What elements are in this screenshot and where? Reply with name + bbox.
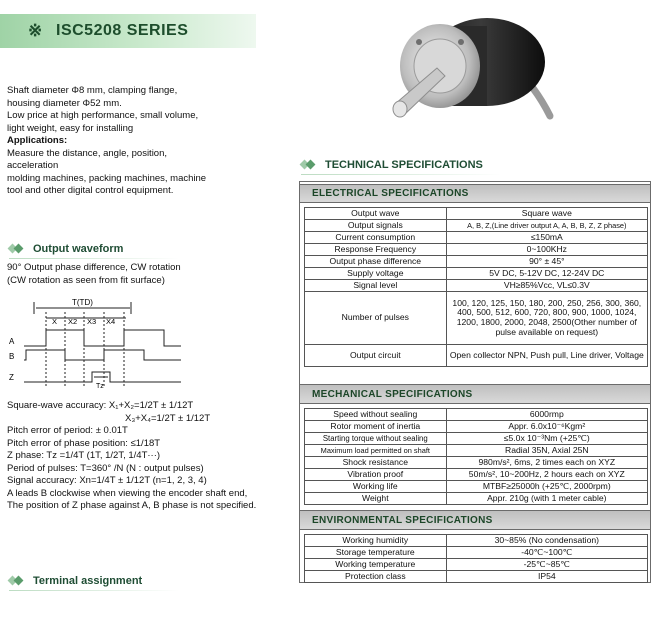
accuracy-line: Square-wave accuracy: X₁+X₂=1/2T ± 1/12T — [7, 400, 194, 411]
period-label: T(TD) — [72, 298, 93, 307]
waveform-line: (CW rotation as seen from fit surface) — [7, 274, 165, 286]
series-title: ISC5208 SERIES — [56, 22, 189, 39]
table-row — [305, 220, 648, 232]
reference-mark-icon: ※ — [28, 21, 43, 40]
intro-line: light weight, easy for installing — [7, 122, 134, 134]
specifications-panel — [299, 181, 651, 583]
table-row — [305, 268, 648, 280]
environmental-heading: ENVIRONMENTAL SPECIFICATIONS — [300, 510, 650, 530]
spec-value: Square wave — [446, 208, 647, 220]
accuracy-line: X₃+X₄=1/2T ± 1/12T — [125, 412, 211, 424]
spec-name: Response Frequency — [305, 244, 447, 256]
applications-heading: Applications: — [7, 135, 68, 146]
accuracy-line: Pitch error of phase position: ≤1/18T — [7, 437, 161, 449]
spec-value: Open collector NPN, Push pull, Line driver, Voltage — [446, 345, 647, 367]
spec-name: Output wave — [305, 208, 447, 220]
spec-value: 30~85% (No condensation) — [446, 535, 647, 547]
series-title-bar — [0, 14, 256, 48]
tz-label: Tz — [96, 383, 104, 390]
accuracy-line: Signal accuracy: Xn=1/4T ± 1/12T (n=1, 2, 3, 4) — [7, 475, 207, 486]
table-row — [305, 493, 648, 505]
x-label: X4 — [106, 317, 116, 326]
table-row — [305, 280, 648, 292]
spec-name: Current consumption — [305, 232, 447, 244]
technical-specifications-heading: TECHNICAL SPECIFICATIONS — [301, 157, 483, 173]
spec-value: ≤5.0x 10⁻³Nm (+25℃) — [446, 433, 647, 445]
spec-name: Output phase difference — [305, 256, 447, 268]
table-row — [305, 421, 648, 433]
table-row — [305, 559, 648, 571]
applications-line: molding machines, packing machines, machine — [7, 172, 207, 184]
x-label: X3 — [87, 317, 97, 326]
channel-label: Z — [9, 373, 14, 382]
intro-line: Shaft diameter Φ8 mm, clamping flange, — [7, 85, 178, 96]
intro-line: housing diameter Φ52 mm. — [7, 97, 122, 109]
encoder-photo — [385, 6, 555, 136]
table-row — [305, 469, 648, 481]
terminal-assignment-heading: Terminal assignment — [9, 573, 142, 589]
spec-value: MTBF≥25000h (+25℃, 2000rpm) — [446, 481, 647, 493]
spec-value: 50m/s², 10~200Hz, 2 hours each on XYZ — [446, 469, 647, 481]
spec-value: 980m/s², 6ms, 2 times each on XYZ — [446, 457, 647, 469]
spec-value: IP54 — [446, 571, 647, 583]
mechanical-heading: MECHANICAL SPECIFICATIONS — [300, 384, 650, 404]
spec-name: Supply voltage — [305, 268, 447, 280]
spec-value: 100, 120, 125, 150, 180, 200, 250, 256, 300, 360, 400, 500, 512, 600, 720, 800, 900, 1000, 1024, 1200, 1800, 2000, 2048, 2500(Other number of pulse available on request) — [446, 292, 647, 345]
spec-name: Vibration proof — [305, 469, 447, 481]
table-row — [305, 457, 648, 469]
output-waveform-text — [7, 262, 257, 287]
section-divider — [9, 258, 179, 259]
table-row — [305, 547, 648, 559]
x-label: X — [52, 317, 58, 326]
table-row — [305, 571, 648, 583]
table-row — [305, 256, 648, 268]
applications-line: tool and other digital control equipment. — [7, 185, 174, 196]
environmental-table — [304, 534, 648, 583]
table-row — [305, 433, 648, 445]
spec-name: Storage temperature — [305, 547, 447, 559]
channel-label: A — [9, 337, 15, 346]
x-label: X2 — [68, 317, 78, 326]
spec-value: A, B, Z,(Line driver output A, A, B, B, Z, Z phase) — [446, 220, 647, 232]
spec-name: Working life — [305, 481, 447, 493]
spec-value: Appr. 210g (with 1 meter cable) — [446, 493, 647, 505]
spec-name: Working temperature — [305, 559, 447, 571]
section-divider — [301, 174, 501, 175]
accuracy-line: The position of Z phase against A, B phase is not specified. — [7, 500, 257, 511]
table-row — [305, 409, 648, 421]
spec-name: Speed without sealing — [305, 409, 447, 421]
table-row — [305, 445, 648, 457]
table-row — [305, 208, 648, 220]
spec-name: Shock resistance — [305, 457, 447, 469]
table-row — [305, 244, 648, 256]
table-row — [305, 481, 648, 493]
accuracy-line: Pitch error of period: ± 0.01T — [7, 425, 128, 436]
diamond-bullet-icon — [301, 157, 317, 173]
diamond-bullet-icon — [9, 241, 25, 257]
diamond-bullet-icon — [9, 573, 25, 589]
spec-value: VH≥85%Vcc, VL≤0.3V — [446, 280, 647, 292]
waveform-line: 90° Output phase difference, CW rotation — [7, 262, 181, 273]
accuracy-line: A leads B clockwise when viewing the encoder shaft end, — [7, 487, 248, 499]
table-row — [305, 345, 648, 367]
table-row — [305, 535, 648, 547]
waveform-diagram — [6, 298, 196, 393]
table-row — [305, 292, 648, 345]
spec-name: Output signals — [305, 220, 447, 232]
accuracy-text — [7, 400, 307, 513]
accuracy-line: Period of pulses: T=360° /N (N : output pulses) — [7, 462, 204, 474]
spec-name: Signal level — [305, 280, 447, 292]
intro-text — [7, 85, 257, 198]
spec-name: Protection class — [305, 571, 447, 583]
spec-name: Starting torque without sealing — [305, 433, 447, 445]
section-divider — [9, 590, 179, 591]
applications-line: Measure the distance, angle, position, — [7, 147, 168, 159]
spec-name: Working humidity — [305, 535, 447, 547]
spec-value: Appr. 6.0x10⁻⁶Kgm² — [446, 421, 647, 433]
spec-name: Output circuit — [305, 345, 447, 367]
spec-name: Weight — [305, 493, 447, 505]
mechanical-table — [304, 408, 648, 505]
spec-value: 6000rmp — [446, 409, 647, 421]
spec-value: -40℃~100℃ — [446, 547, 647, 559]
spec-value: ≤150mA — [446, 232, 647, 244]
spec-value: -25℃~85℃ — [446, 559, 647, 571]
channel-label: B — [9, 352, 15, 361]
table-row — [305, 232, 648, 244]
intro-line: Low price at high performance, small volume, — [7, 110, 199, 121]
spec-value: Radial 35N, Axial 25N — [446, 445, 647, 457]
electrical-table — [304, 207, 648, 367]
accuracy-line: Z phase: Tz =1/4T (1T, 1/2T, 1/4T···) — [7, 450, 161, 461]
output-waveform-heading: Output waveform — [9, 241, 123, 257]
spec-value: 90° ± 45° — [446, 256, 647, 268]
applications-line: acceleration — [7, 160, 59, 171]
spec-name: Number of pulses — [305, 292, 447, 345]
spec-value: 0~100KHz — [446, 244, 647, 256]
spec-value: 5V DC, 5-12V DC, 12-24V DC — [446, 268, 647, 280]
spec-name: Maximum load permitted on shaft — [305, 445, 447, 457]
electrical-heading: ELECTRICAL SPECIFICATIONS — [300, 184, 650, 203]
spec-name: Rotor moment of inertia — [305, 421, 447, 433]
